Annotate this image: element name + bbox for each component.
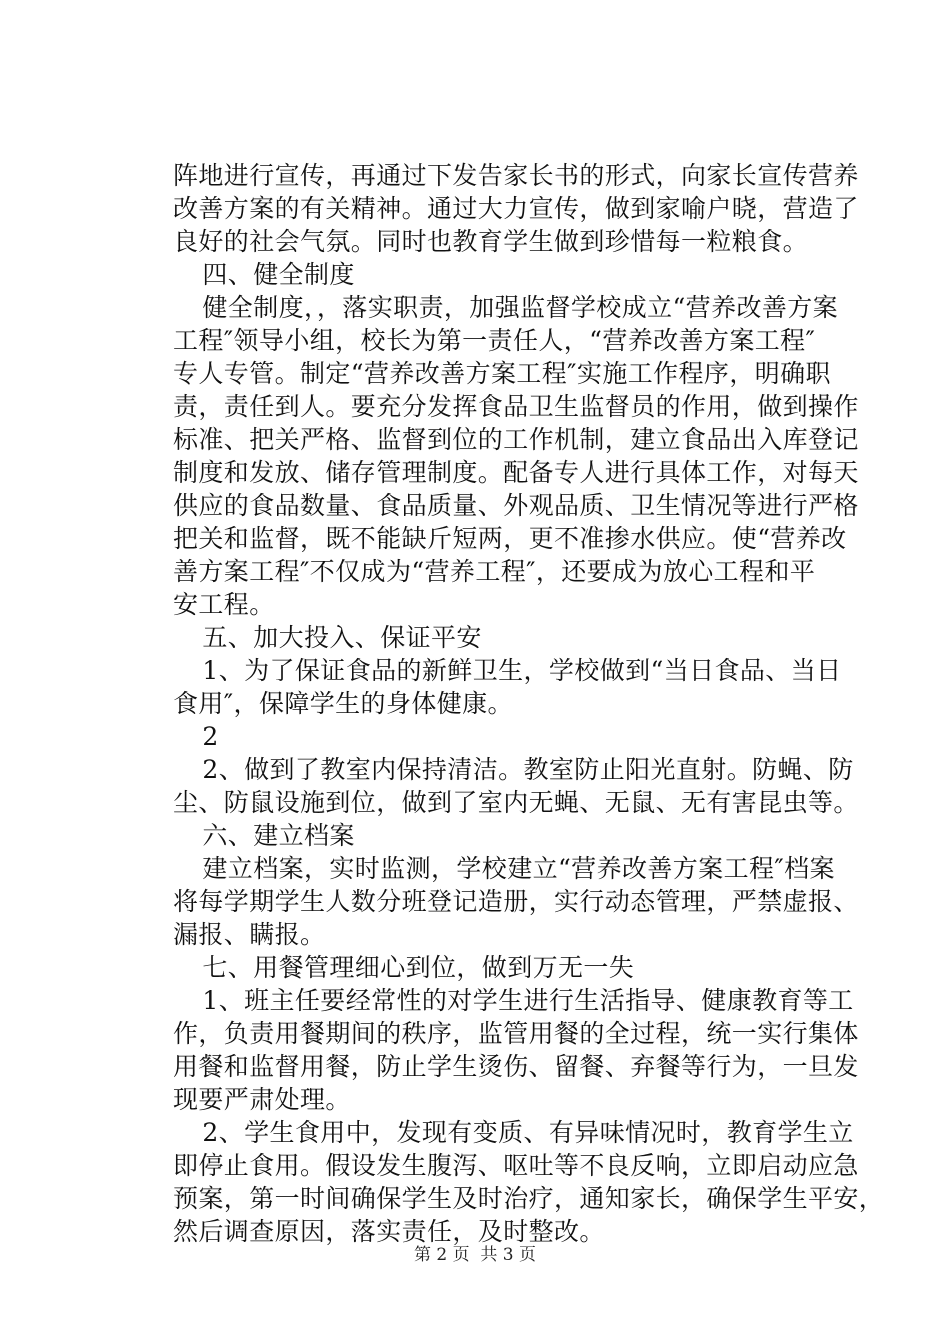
page-number: 第 2 页 共 3 页 [413, 1245, 537, 1265]
text-line: 健全制度，，落实职责，加强监督学校成立“营养改善方案 [177, 293, 839, 322]
text-line: 安工程。 [173, 590, 275, 619]
text-line: 善方案工程″不仅成为“营养工程″，还要成为放心工程和平 [173, 557, 816, 586]
text-line: 改善方案的有关精神。通过大力宣传，做到家喻户晓，营造了 [173, 194, 859, 223]
text-line: 良好的社会气氛。同时也教育学生做到珍惜每一粒粮食。 [173, 227, 809, 256]
text-line: 1、为了保证食品的新鲜卫生，学校做到“当日食品、当日 [177, 656, 842, 685]
text-line: 供应的食品数量、食品质量、外观品质、卫生情况等进行严格 [173, 491, 859, 520]
section-heading: 七、用餐管理细心到位，做到万无一失 [177, 953, 635, 982]
text-line: 然后调查原因，落实责任，及时整改。 [173, 1217, 605, 1246]
text-line: 工程″领导小组，校长为第一责任人，“营养改善方案工程″ [173, 326, 816, 355]
text-line: 把关和监督，既不能缺斤短两，更不准掺水供应。使“营养改 [173, 524, 847, 553]
text-line: 用餐和监督用餐，防止学生烫伤、留餐、弃餐等行为，一旦发 [173, 1052, 859, 1081]
text-line: 尘、防鼠设施到位，做到了室内无蝇、无鼠、无有害昆虫等。 [173, 788, 859, 817]
text-line: 即停止食用。假设发生腹泻、呕吐等不良反响，立即启动应急 [173, 1151, 859, 1180]
text-line: 专人专管。制定“营养改善方案工程″实施工作程序，明确职 [173, 359, 831, 388]
text-line: 漏报、瞒报。 [173, 920, 326, 949]
text-line: 建立档案，实时监测，学校建立“营养改善方案工程″档案 [177, 854, 835, 883]
section-heading: 四、健全制度 [177, 260, 355, 289]
text-line: 预案，第一时间确保学生及时治疗，通知家长，确保学生平安， [173, 1184, 885, 1213]
section-heading: 五、加大投入、保证平安 [177, 623, 482, 652]
text-line: 2、做到了教室内保持清洁。教室防止阳光直射。防蝇、防 [177, 755, 854, 784]
text-line: 现要严肃处理。 [173, 1085, 351, 1114]
text-line: 2 [177, 722, 219, 751]
text-line: 1、班主任要经常性的对学生进行生活指导、健康教育等工 [177, 986, 854, 1015]
section-heading: 六、建立档案 [177, 821, 355, 850]
text-line: 责，责任到人。要充分发挥食品卫生监督员的作用，做到操作 [173, 392, 859, 421]
text-line: 阵地进行宣传，再通过下发告家长书的形式，向家长宣传营养 [173, 161, 859, 190]
text-line: 制度和发放、储存管理制度。配备专人进行具体工作，对每天 [173, 458, 859, 487]
text-line: 将每学期学生人数分班登记造册，实行动态管理，严禁虚报、 [173, 887, 859, 916]
document-body [173, 161, 885, 1250]
text-line: 标准、把关严格、监督到位的工作机制，建立食品出入库登记 [173, 425, 859, 454]
text-line: 作，负责用餐期间的秩序，监管用餐的全过程，统一实行集体 [173, 1019, 859, 1048]
page-footer [0, 1244, 950, 1266]
text-line: 食用″，保障学生的身体健康。 [173, 689, 513, 718]
text-line: 2、学生食用中，发现有变质、有异味情况时，教育学生立 [177, 1118, 854, 1147]
